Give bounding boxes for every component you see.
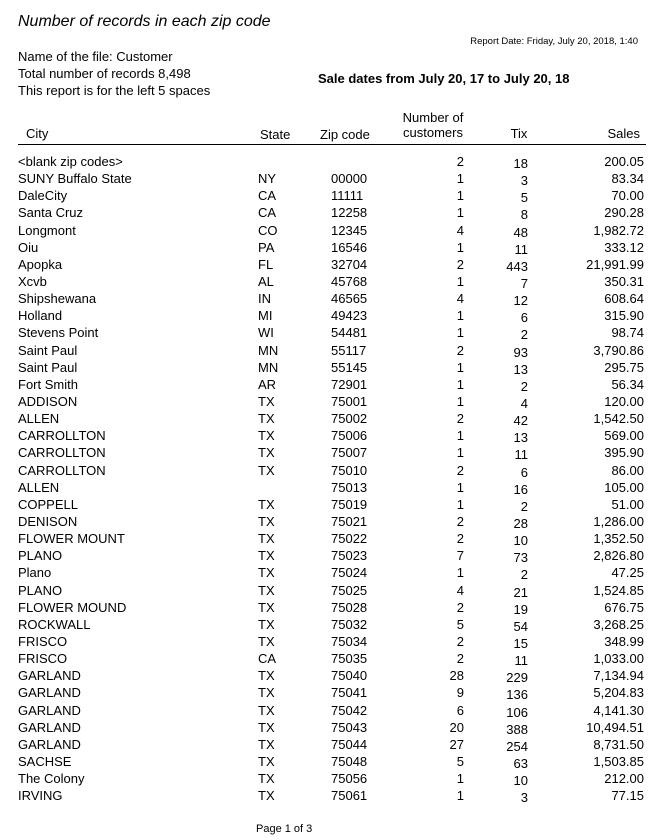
table-row xyxy=(0,223,663,240)
cell-state: TX xyxy=(258,513,275,529)
cell-city: ADDISON xyxy=(18,393,78,409)
cell-zip: 75032 xyxy=(331,616,368,632)
cell-zip: 46565 xyxy=(331,291,368,307)
table-row xyxy=(0,154,663,171)
cell-sales: 315.90 xyxy=(604,308,644,324)
cell-state: TX xyxy=(258,582,275,598)
header-rule xyxy=(18,144,646,145)
cell-customers: 20 xyxy=(449,719,464,735)
table-row xyxy=(0,205,663,222)
cell-zip: 75024 xyxy=(331,565,368,581)
cell-tix: 2 xyxy=(520,327,528,343)
cell-tix: 5 xyxy=(520,190,528,206)
cell-zip: 75040 xyxy=(331,668,368,684)
cell-sales: 1,286.00 xyxy=(593,513,644,529)
cell-customers: 27 xyxy=(449,736,464,752)
cell-zip: 75025 xyxy=(331,582,368,598)
cell-zip: 75034 xyxy=(331,633,368,649)
cell-state: AL xyxy=(258,273,274,289)
cell-sales: 676.75 xyxy=(604,599,644,615)
cell-tix: 8 xyxy=(520,207,528,223)
cell-customers: 1 xyxy=(456,428,464,444)
cell-zip: 55145 xyxy=(331,359,368,375)
cell-customers: 1 xyxy=(456,565,464,581)
cell-city: FRISCO xyxy=(18,651,68,667)
cell-sales: 608.64 xyxy=(604,291,644,307)
table-row xyxy=(0,411,663,428)
cell-zip: 75013 xyxy=(331,479,368,495)
cell-city: Holland xyxy=(18,308,63,324)
column-header-tix: Tix xyxy=(510,126,528,141)
cell-city: GARLAND xyxy=(18,736,81,752)
cell-customers: 28 xyxy=(449,668,464,684)
cell-city: ALLEN xyxy=(18,411,60,427)
cell-customers: 1 xyxy=(456,188,464,204)
cell-tix: 6 xyxy=(520,310,528,326)
total-records-info: Total number of records 8,498 xyxy=(18,66,191,81)
cell-sales: 1,524.85 xyxy=(593,582,644,598)
cell-customers: 2 xyxy=(456,513,464,529)
report-date: Report Date: Friday, July 20, 2018, 1:40 xyxy=(470,36,638,47)
table-row xyxy=(0,274,663,291)
cell-state: CO xyxy=(258,222,278,238)
cell-state: TX xyxy=(258,411,275,427)
cell-city: CARROLLTON xyxy=(18,445,106,461)
cell-state: IN xyxy=(258,291,271,307)
table-row xyxy=(0,600,663,617)
cell-zip: 75061 xyxy=(331,788,368,804)
cell-sales: 3,268.25 xyxy=(593,616,644,632)
cell-sales: 3,790.86 xyxy=(593,342,644,358)
cell-sales: 290.28 xyxy=(604,205,644,221)
cell-city: Saint Paul xyxy=(18,342,78,358)
cell-sales: 333.12 xyxy=(604,239,644,255)
cell-customers: 1 xyxy=(456,273,464,289)
cell-tix: 18 xyxy=(513,156,528,171)
table-row xyxy=(0,771,663,788)
cell-tix: 11 xyxy=(514,241,528,257)
cell-state: TX xyxy=(258,736,275,752)
table-row xyxy=(0,514,663,531)
cell-state: TX xyxy=(258,771,275,787)
cell-city: The Colony xyxy=(18,771,85,787)
cell-state: TX xyxy=(258,668,275,684)
column-header-customers: Number of customers xyxy=(402,110,464,140)
cell-customers: 1 xyxy=(456,496,464,512)
cell-sales: 21,991.99 xyxy=(586,256,644,272)
cell-customers: 4 xyxy=(456,291,464,307)
cell-customers: 1 xyxy=(456,445,464,461)
cell-sales: 56.34 xyxy=(611,376,644,392)
cell-customers: 1 xyxy=(456,771,464,787)
cell-zip: 75023 xyxy=(331,548,368,564)
cell-tix: 16 xyxy=(513,481,528,497)
cell-zip: 00000 xyxy=(331,171,368,187)
table-row xyxy=(0,343,663,360)
cell-city: FRISCO xyxy=(18,633,68,649)
cell-customers: 1 xyxy=(456,788,464,804)
cell-sales: 1,542.50 xyxy=(593,411,644,427)
cell-state: TX xyxy=(258,565,275,581)
cell-sales: 212.00 xyxy=(604,771,644,787)
cell-tix: 13 xyxy=(513,430,528,446)
column-header-sales: Sales xyxy=(607,126,640,141)
table-row xyxy=(0,188,663,205)
cell-customers: 1 xyxy=(456,479,464,495)
cell-city: ALLEN xyxy=(18,479,60,495)
table-row xyxy=(0,583,663,600)
report-note: This report is for the left 5 spaces xyxy=(18,83,211,98)
cell-zip: 75048 xyxy=(331,753,368,769)
cell-state: CA xyxy=(258,205,277,221)
cell-tix: 63 xyxy=(513,755,528,771)
cell-city: Santa Cruz xyxy=(18,205,84,221)
cell-city: GARLAND xyxy=(18,685,81,701)
cell-zip: 12258 xyxy=(331,205,368,221)
cell-tix: 10 xyxy=(513,773,528,789)
cell-city: DaleCity xyxy=(18,188,68,204)
cell-zip: 75021 xyxy=(331,513,368,529)
cell-state: TX xyxy=(258,393,275,409)
cell-state: CA xyxy=(258,188,277,204)
cell-zip: 75007 xyxy=(331,445,368,461)
table-row xyxy=(0,531,663,548)
cell-state: TX xyxy=(258,462,275,478)
cell-zip: 12345 xyxy=(331,222,368,238)
table-row xyxy=(0,668,663,685)
cell-city: PLANO xyxy=(18,582,63,598)
table-row xyxy=(0,445,663,462)
cell-tix: 3 xyxy=(520,790,528,806)
cell-tix: 12 xyxy=(513,293,528,309)
cell-city: SUNY Buffalo State xyxy=(18,171,132,187)
cell-sales: 7,134.94 xyxy=(593,668,644,684)
cell-state: TX xyxy=(258,753,275,769)
cell-tix: 11 xyxy=(514,653,528,669)
cell-customers: 1 xyxy=(456,325,464,341)
cell-customers: 2 xyxy=(456,154,464,169)
page-number: Page 1 of 3 xyxy=(256,823,313,835)
cell-zip: 75035 xyxy=(331,651,368,667)
cell-tix: 15 xyxy=(513,635,528,651)
table-row xyxy=(0,617,663,634)
cell-customers: 2 xyxy=(456,342,464,358)
cell-zip: 75010 xyxy=(331,462,368,478)
table-row xyxy=(0,737,663,754)
cell-city: IRVING xyxy=(18,788,63,804)
file-name-info: Name of the file: Customer xyxy=(18,49,173,64)
cell-sales: 70.00 xyxy=(611,188,644,204)
cell-tix: 7 xyxy=(520,275,528,291)
table-row xyxy=(0,703,663,720)
cell-sales: 2,826.80 xyxy=(593,548,644,564)
table-row xyxy=(0,291,663,308)
cell-tix: 54 xyxy=(513,618,528,634)
cell-city: CARROLLTON xyxy=(18,428,106,444)
table-row xyxy=(0,257,663,274)
cell-tix: 388 xyxy=(506,721,528,737)
cell-sales: 350.31 xyxy=(604,273,644,289)
cell-sales: 295.75 xyxy=(604,359,644,375)
cell-zip: 16546 xyxy=(331,239,368,255)
cell-state: TX xyxy=(258,719,275,735)
cell-zip: 55117 xyxy=(331,342,367,358)
cell-tix: 2 xyxy=(520,567,528,583)
cell-sales: 98.74 xyxy=(611,325,644,341)
cell-tix: 443 xyxy=(506,258,528,274)
cell-sales: 348.99 xyxy=(604,633,644,649)
table-row xyxy=(0,788,663,805)
cell-customers: 2 xyxy=(456,531,464,547)
cell-tix: 13 xyxy=(513,361,528,377)
cell-state: TX xyxy=(258,445,275,461)
cell-state: TX xyxy=(258,685,275,701)
cell-city: DENISON xyxy=(18,513,78,529)
cell-customers: 4 xyxy=(456,582,464,598)
cell-state: WI xyxy=(258,325,274,341)
cell-zip: 54481 xyxy=(331,325,368,341)
cell-sales: 105.00 xyxy=(604,479,644,495)
cell-sales: 1,503.85 xyxy=(593,753,644,769)
cell-zip: 32704 xyxy=(331,256,368,272)
cell-city: ROCKWALL xyxy=(18,616,91,632)
cell-sales: 10,494.51 xyxy=(586,719,644,735)
table-row xyxy=(0,480,663,497)
cell-customers: 1 xyxy=(456,205,464,221)
cell-state: AR xyxy=(258,376,277,392)
cell-city: Oiu xyxy=(18,239,39,255)
cell-city: Fort Smith xyxy=(18,376,78,392)
cell-city: PLANO xyxy=(18,548,63,564)
cell-tix: 93 xyxy=(513,344,528,360)
cell-customers: 1 xyxy=(456,171,464,187)
cell-city: Apopka xyxy=(18,256,63,272)
sale-dates-heading: Sale dates from July 20, 17 to July 20, 18 xyxy=(318,71,570,86)
table-row xyxy=(0,171,663,188)
cell-zip: 75006 xyxy=(331,428,368,444)
table-row xyxy=(0,428,663,445)
cell-city: Plano xyxy=(18,565,52,581)
cell-customers: 2 xyxy=(456,599,464,615)
cell-city: COPPELL xyxy=(18,496,78,512)
table-row xyxy=(0,240,663,257)
cell-city: GARLAND xyxy=(18,668,81,684)
cell-customers: 1 xyxy=(456,308,464,324)
cell-city: Longmont xyxy=(18,222,76,238)
cell-customers: 2 xyxy=(456,651,464,667)
table-row xyxy=(0,394,663,411)
table-row xyxy=(0,497,663,514)
cell-tix: 19 xyxy=(513,601,528,617)
cell-tix: 42 xyxy=(513,413,528,429)
cell-customers: 5 xyxy=(456,753,464,769)
cell-city: Shipshewana xyxy=(18,291,97,307)
cell-state: TX xyxy=(258,599,275,615)
cell-state: MN xyxy=(258,342,279,358)
cell-sales: 5,204.83 xyxy=(593,685,644,701)
cell-zip: 11111 xyxy=(331,188,364,204)
cell-customers: 5 xyxy=(456,616,464,632)
table-row xyxy=(0,754,663,771)
cell-state: NY xyxy=(258,171,277,187)
cell-tix: 136 xyxy=(506,687,528,703)
cell-customers: 2 xyxy=(456,462,464,478)
cell-sales: 1,352.50 xyxy=(593,531,644,547)
cell-customers: 2 xyxy=(456,256,464,272)
table-row xyxy=(0,720,663,737)
cell-tix: 73 xyxy=(513,550,528,566)
cell-sales: 8,731.50 xyxy=(593,736,644,752)
cell-customers: 9 xyxy=(456,685,464,701)
cell-state: TX xyxy=(258,702,275,718)
cell-customers: 4 xyxy=(456,222,464,238)
column-header-city: City xyxy=(26,126,49,141)
cell-city: Xcvb xyxy=(18,273,47,289)
column-header-state: State xyxy=(260,127,291,142)
column-header-zip: Zip code xyxy=(320,127,370,142)
cell-tix: 2 xyxy=(520,378,528,394)
cell-customers: 2 xyxy=(456,633,464,649)
cell-customers: 6 xyxy=(456,702,464,718)
cell-sales: 395.90 xyxy=(604,445,644,461)
cell-state: MN xyxy=(258,359,279,375)
cell-city: GARLAND xyxy=(18,702,81,718)
cell-state: TX xyxy=(258,616,275,632)
cell-zip: 75001 xyxy=(331,393,368,409)
cell-state: FL xyxy=(258,256,274,272)
cell-sales: 77.15 xyxy=(611,788,644,804)
cell-city: FLOWER MOUNT xyxy=(18,531,125,547)
cell-sales: 1,982.72 xyxy=(593,222,644,238)
cell-zip: 75041 xyxy=(331,685,368,701)
cell-zip: 75002 xyxy=(331,411,368,427)
table-row xyxy=(0,634,663,651)
table-row xyxy=(0,308,663,325)
cell-city: FLOWER MOUND xyxy=(18,599,127,615)
cell-state: TX xyxy=(258,428,275,444)
table-row xyxy=(0,463,663,480)
cell-tix: 229 xyxy=(506,670,528,686)
cell-state: TX xyxy=(258,531,275,547)
cell-tix: 48 xyxy=(513,224,528,240)
cell-city: Saint Paul xyxy=(18,359,78,375)
cell-city: GARLAND xyxy=(18,719,81,735)
cell-zip: 75056 xyxy=(331,771,368,787)
cell-sales: 51.00 xyxy=(611,496,644,512)
cell-sales: 120.00 xyxy=(604,393,644,409)
cell-zip: 49423 xyxy=(331,308,368,324)
cell-tix: 4 xyxy=(520,395,528,411)
report-title: Number of records in each zip code xyxy=(18,13,271,30)
table-row xyxy=(0,651,663,668)
table-row xyxy=(0,360,663,377)
cell-tix: 10 xyxy=(513,533,528,549)
cell-state: MI xyxy=(258,308,273,324)
cell-sales: 1,033.00 xyxy=(593,651,644,667)
cell-tix: 106 xyxy=(506,704,528,720)
cell-customers: 1 xyxy=(456,376,464,392)
table-row xyxy=(0,565,663,582)
cell-sales: 4,141.30 xyxy=(593,702,644,718)
cell-tix: 21 xyxy=(513,584,528,600)
cell-zip: 75043 xyxy=(331,719,368,735)
cell-customers: 7 xyxy=(456,548,464,564)
cell-tix: 254 xyxy=(506,738,528,754)
cell-state: TX xyxy=(258,548,275,564)
cell-zip: 75042 xyxy=(331,702,368,718)
cell-zip: 75028 xyxy=(331,599,368,615)
cell-customers: 2 xyxy=(456,411,464,427)
cell-customers: 1 xyxy=(456,393,464,409)
cell-sales: 86.00 xyxy=(611,462,644,478)
cell-city: SACHSE xyxy=(18,753,72,769)
cell-zip: 75019 xyxy=(331,496,368,512)
cell-tix: 2 xyxy=(520,498,528,514)
table-row xyxy=(0,685,663,702)
cell-sales: 200.05 xyxy=(604,154,644,169)
cell-zip: 75022 xyxy=(331,531,368,547)
cell-tix: 28 xyxy=(513,515,528,531)
cell-sales: 83.34 xyxy=(611,171,644,187)
cell-state: CA xyxy=(258,651,277,667)
cell-sales: 47.25 xyxy=(611,565,644,581)
cell-city: <blank zip codes> xyxy=(18,154,123,169)
table-row xyxy=(0,377,663,394)
cell-customers: 1 xyxy=(456,359,464,375)
cell-state: PA xyxy=(258,239,275,255)
cell-state: TX xyxy=(258,633,275,649)
cell-city: CARROLLTON xyxy=(18,462,106,478)
cell-zip: 72901 xyxy=(331,376,368,392)
records-table xyxy=(0,154,663,805)
cell-tix: 11 xyxy=(514,447,528,463)
cell-tix: 6 xyxy=(520,464,528,480)
cell-state: TX xyxy=(258,788,275,804)
cell-city: Stevens Point xyxy=(18,325,99,341)
table-row xyxy=(0,325,663,342)
cell-state: TX xyxy=(258,496,275,512)
cell-tix: 3 xyxy=(520,173,528,189)
cell-customers: 1 xyxy=(456,239,464,255)
table-row xyxy=(0,548,663,565)
cell-zip: 75044 xyxy=(331,736,368,752)
cell-zip: 45768 xyxy=(331,273,368,289)
cell-sales: 569.00 xyxy=(604,428,644,444)
